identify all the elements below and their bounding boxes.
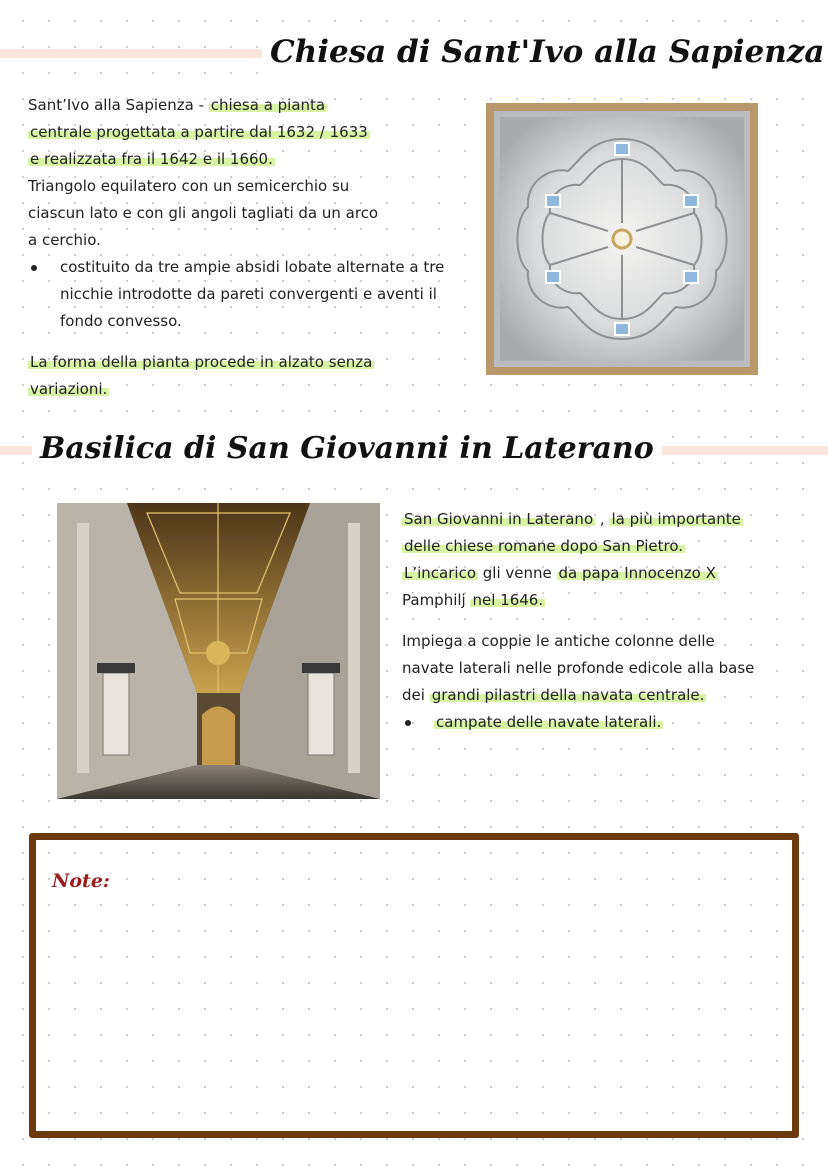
dome-photo [494,111,750,367]
text-line: L’incarico gli venne da papa Innocenzo X [404,564,716,582]
text-line: Impiega a coppie le antiche colonne delle [402,632,715,650]
highlight: nel 1646. [472,591,544,609]
bullet-list [402,709,807,736]
highlight: grandi pilastri della navata centrale. [431,686,705,704]
text-line [28,376,448,403]
section-title-santivo: Chiesa di Sant'Ivo alla Sapienza [262,30,828,74]
text-line [402,533,807,560]
highlight: La forma della pianta procede in alzato senza [30,353,373,371]
highlight: variazioni. [30,380,108,398]
highlight: e realizzata fra il 1642 e il 1660. [30,150,273,168]
text-line: navate laterali nelle profonde edicole alla base [402,659,755,677]
basilica-photo [57,503,380,799]
highlight: da papa Innocenzo X [558,564,716,582]
text-line [28,146,448,173]
section-title-laterano: Basilica di San Giovanni in Laterano [32,428,662,470]
text-line: Triangolo equilatero con un semicerchio su [28,177,350,195]
text-line: a cerchio. [28,231,101,249]
highlight: centrale progettata a partire dal 1632 / 1633 [30,123,368,141]
text-line: dei grandi pilastri della navata centrale. [402,686,705,704]
bullet-list [28,254,448,335]
laterano-text [402,506,807,736]
highlight: San Giovanni in Laterano [404,510,594,528]
text-line: Sant’Ivo alla Sapienza - chiesa a pianta [28,96,326,114]
highlight: L’incarico [404,564,476,582]
text-line: San Giovanni in Laterano , la più importante [404,510,741,528]
highlight: chiesa a pianta [210,96,326,114]
text-line [28,349,448,376]
notes-label: Note: [52,870,110,892]
bullet-item: costituito da tre ampie absidi lobate alternate a tre nicchie introdotte da pareti convergenti e aventi il fondo convesso. [28,254,448,335]
notes-box[interactable] [29,833,799,1138]
text-line [28,119,448,146]
dome-photo-frame [486,103,758,375]
highlight: campate delle navate laterali. [436,713,662,731]
highlight: la più importante [611,510,741,528]
highlight: delle chiese romane dopo San Pietro. [404,537,684,555]
bullet-item [402,709,807,736]
santivo-text [28,92,448,403]
text-line: Pamphilj nel 1646. [402,591,544,609]
text-line: ciascun lato e con gli angoli tagliati da un arco [28,204,379,222]
